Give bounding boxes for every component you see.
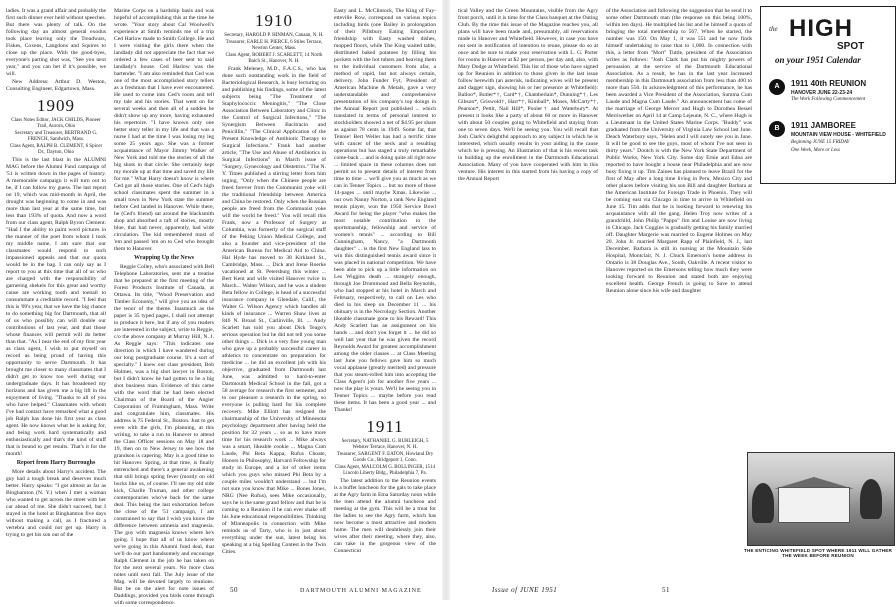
page-number-right: 51 (662, 586, 670, 594)
class-1911-secretary: Secretary, NATHANIEL G. BURLEIGH, 5 Webster Terrace, Hanover, N. H. (341, 439, 429, 450)
ad-spot: SPOT (837, 41, 865, 52)
page-number-left: 50 (230, 586, 238, 594)
event-a-dates: HANOVER JUNE 22-23-24 (791, 90, 853, 96)
class-1909-notes-editor: Class Notes Editor, JACK CHILDS, Pioneer Trail, Aurora, Ohio (11, 118, 101, 129)
page-gutter (442, 0, 450, 600)
col4-tail-text: The latest addition to the Reunion events is a buffet luncheon for the gals to take place at the Agry farm in Etna Saturday noon while the men attend the alumni luncheon and meeting at the gym. This will be a treat for the ladies to see the Agry farm, which has now become a most attractive and modern home. The men will doubtlessly join their wives after their meeting, where they, also, can take in the gorgeous view of the Connecticut (334, 478, 436, 554)
photo-tree-left (752, 483, 774, 523)
class-1911-treasurer: Treasurer, SARGENT F. EATON, Howland Dry Goods Co., Bridgeport 1, Conn. (336, 452, 434, 463)
right-col2-text: of the Association and following the suggestion that he send it to some other Dartmouth man (the response on this being 100%, within ten days). He multiplied his list and he himself a quota of bringing the total membership to 567. When he started, the number was 150. On May 1, it was 551 and he now finds himself undertaking to raise that to 1,000. In connection with this, a letter from "Mort" Tuttle, president of the Association writes as follows: "Josh Clark has put his mighty powers of persuasion at the service of the Dartmouth Educational Association. As a result, he has in the last year increased membership in this Dartmouth association from less than 400 to more than 550. In acknowledgment of this performance, he has been awarded a Vice President of the Association, Summa Cum Laude and Magna Cum Laude." An announcement has come of the marriage of George Mercer and Hugh to Dorothea Bessel Merriwether on April 14 at Camp Lejeune, N. C., where Hugh is a Lieutenant in the United States Marine Corps. "Buddy" was graduated from the University of Virginia Law School last June. Deach Waterbury says, "Helen and I will surely see you in June. It will be good to see the guys, most of whom I've not seen in thirty years." Doutch is with the New York State Department of Public Works, New York City. Some day Ernie and Edna are reported to have bought a house near Philadelphia and are now busy fixing it up. Tim Zaines has planned to leave Brazil for the first of May after a long time living in Peru, Mexico City and other places before visiting his son Bill and daughter Barbara at the American Institute for Foreign Trade in Phoenix. They will be coming east via Chicago in time to arrive in Whitefield on June 15. Tim adds that he is looking forward to renewing his acquaintance with all the gang. Helen Troy now writes of a grandchild, John Philip "Pappo" Jim and Louise are now living in Chicago. Jack Coggins is gradually getting his family married off. Daughter Margerie was married to Eugene Holmes on May 20. John Jr. married Margaret Rapp of Plainfield, N. J., last December. Barbara is still in nursing at the Mountain Side Hospital, Montclair, N. J. Chuck Emerson's home address in Ontario is 38 Douglas Ave., South, Oakville. A recent visitor to Hanover reported on the Emersons telling how much they were looking forward to Reunion and stated both are enjoying excellent health. George French is going to Save to attend Reunion alone since his wife and daughter (606, 8, 752, 294)
col2-tail-text: Reggie Colley, who's associated with Bell Telephone Laboratories, sent me a treatise that he prepared at the first meeting of the Forest Products Institute of Canada, at Ottawa. Its title, "Wood Preservation and Timber Economy," will give you an idea of the tenor of the theme. Inasmuch as the paper is 35 typed pages, I shall not attempt to produce it here, but if any of you readers are interested in the subject, write to Reggie, c/o the above company at Murray Hill, N. J. As Reggie says: "This indicates one direction in which I have wandered during our long postgraduate course. It's a sort of specialty." I knew our class president, Bob Holmes, was a big shot lawyer in Boston, but I didn't know he had gotten to be a big shot business man. Evidence of this came with the word that he had been elected Chairman of the Board of the Angier Corporation of Framingham, Mass. Write and congratulate him, classmates. His address is 75 Federal St., Boston. Just to get even with the girls, I'm planning, at this writing, to take a run to Hanover to attend the Class Officer sessions on May 18 and 19, then on to New Jersey to see how the grandson is capering. May is a good time to hit Hanover. Spring, at that time, is finally entrenched and there's a general awakening that still brings spring fever (mostly on old bucks like us, of course. I'll see my old side kick, Charlie Truman, and other college contemporaries who've back for the same deal. This being the last exhortation before the close of the '51 campaign, I am constrained to say that I wish you know the difference between amnesia and magnesia. The guy with magnesia knows where he's going. I hope that all of us know where we're going in this Alumni fund deal, that we'll do our part handsomely and encourage Ralph Clement in the job he has taken on for the next several years. No more class notes until next fall. The July issue of the Mag. will be devoted largely to reunions. But be on the alert for note issues of Daddings, provided you birds come through with some correspondence. (114, 264, 214, 606)
right-col1-text: tical Valley and the Green Mountains, visible from the Agry front porch, until it is time for the Class banquet at the Outing Club. By the time this issue of the Magazine reaches you, all plans will have been made and, presumably, all reservations made in Hanover and Whitefield. However, in case you have not sent in notification of intention to reune, please do so at once and be sure to make your reservation with L. G. Porter for rooms in Hanover at $2 per person, per day and, also, with Mary Dodge at Whitefield. This list of those who have signed up for Reunion in addition to those given in the last issue follow herewith (an asterisk, indicating wives will be present and dagger sign, showing his or her presence at Whitefield): Balloo*, Butler*†, Card*†, Chamberlain*, Dunning*†, Les Gibson*, Griswold†, Harr*†, Kimball*, Moses, McCarty*†, Pearson*, Pettit, Nail Hill*, Pooler† and Waterbury*. At present it looks like a party of about 60 or more in Hanover with about 50 couples going to Whitefield and staying from one to seven days. We'll be seeing you. You will recall that Josh Clark's delightful approach to any subject in which he is interested, which usually results in your aiding in the cause which he is pressing. An illustration of that is his recent task in building up the enrollment in the Dartmouth Educational Association. Many of you have cooperated with him in this venture. His interest in this started from his having a copy of the Annual Report (458, 8, 598, 182)
class-1910-agent: Class Agent, ROBERT J. SCARLETT, 14 North Balch St., Hanover, N. H. (225, 53, 323, 64)
class-1910-treasurer: Treasurer, EARLE H. PIERCE, 6 Stiles Terrace, Newton Center, Mass. (225, 40, 323, 51)
left-column-3 (222, 8, 326, 582)
event-b-place: MOUNTAIN VIEW HOUSE - WHITEFIELD (791, 132, 886, 138)
wrapping-heading: Wrapping Up the News (133, 255, 195, 261)
class-year-1911: 1911 (366, 417, 404, 436)
event-b-title: 1911 JAMBOREE (791, 121, 856, 130)
left-column-4 (334, 8, 436, 582)
ad-event-jamboree (769, 121, 893, 171)
class-1911-agent: Class Agent, MALCOLM G. BOLLINGER, 1514 Lincoln Liberty Bldg., Philadelphia 7, Pa. (334, 465, 436, 476)
col2-text: Marine Corps on a hardship basis and was hopeful of accomplishing this at the time he wrote. "Your story about Cal Woolwell's experience at Smith reminds me of a trip Ced Harlow made to Smith College. He and I were visiting the girls there when the landlady did not appreciate the fact that we ordered a few cases of beer sent to said landlady's house. Ced Harlow was the bartender. "I am also reminded that Ced was one of the most accomplished story tellers as a freshman that I have ever encountered. He used to come into Ced's room and tell my tale and his stories. That went on for several weeks and then all of a sudden he didn't show up any more, having exhausted his repertoire. "I have known only one better story teller in my life and that was a nurse I had at the time I was losing my leg some 25 years ago. She was a former acquaintance of Mayor Jimmy Walker of New York and told me the stories of all the big shots in that circle. She certainly kept my morale up at that time and saved my life for me." What Harry doesn't know is where Ced got all those stories. One of Ced's high school classmates spent the summer in a small town in New York state the summer before Ced landed in Hanover. While there, he (Ced's friend) sat around the blacksmith shop and absorbed a raft of stories, mostly blue, that had never, apparently, had wide circulation. The kid remembered most of 'em and passed 'em on to Ced who brought them to Hanover. (114, 8, 214, 252)
col1-tail-text: More details about Harry's accident. The guy had a tough break and deserves much better. Harry speaks: "I got almost as far as Binghamton (N. Y.) when I met a woman who wanted to get across the street with her car ahead of me. She didn't succeed, but I stayed in the hotel at Binghamton five days without making a call, as I fractured a vertebra and could not get up. Harry is trying to get his son out of the (6, 469, 106, 538)
event-a-title: 1911 40th REUNION (791, 79, 867, 88)
class-year-1909: 1909 (37, 96, 75, 115)
event-b-sub: One Week, More or Less (791, 148, 840, 153)
event-b-badge-icon: B (769, 121, 785, 137)
left-column-2 (114, 8, 214, 606)
class-1909-agent: Class Agent, RALPH B. CLEMENT, 6 Spicer Dr., Dayton, Ohio (9, 144, 103, 155)
ad-high: HIGH (789, 15, 853, 42)
event-b-dates: Beginning JUNE 15 FRIDAY (791, 140, 850, 145)
photo-caption: THE ENTICING WHITEFIELD SPOT WHERE 1911 WILL GATHER THE WEEK BEFORE REUNION (743, 548, 893, 558)
photo-building (778, 487, 850, 523)
class-1910-secretary: Secretary, HAROLD P. HINMAN, Canaan, N. H. (224, 33, 324, 38)
col3-text: Frank Meleney, M.D., F.A.C.S., who has done such outstanding work in the field of Bacteriological Research, is busy lecturing on and publishing his findings, some of the latest subjects being "The Treatment of Staphylococcic Meningitis," "The Close Association Between Laboratory and Clinic in the Control of Surgical Infections," "The Synergism Between Bacitracin and Penicillin," "The Clinical Application of the Present Knowledge of Antibiotic Therapy to Surgical Infections." Frank had another article, "The Use and Abuse of Antibiotics in Surgical Infections" in March issue of "Surgery, Gynecology and Obstetrics." The N. Y. Times published a stirring letter from him urging, "Only when the Chinese people are freed forever from the Communist yoke will the traditional friendship between America and China be restored. Only when the Russian people are freed from the Communist yoke will the world be freed." You will recall this Frank, now a Professor of Surgery at Columbia, was formerly of the surgical staff of the Peking Union Medical College, and also a founder and vice-president of the American Bureau for Medical Aid to China. Hal Hyde has moved to 38 Kirkland St., Cambridge, Mass. ... Dick and Irene Roerke vacationed at St. Petersburg this winter ... Bert Kent and wife visited Hanover twice in March... Walter Wilson, and he was a student Beta fellow in College, is head of a successful insurance company in Glendale, Calif., the Walter G. Wilson Agency which handles all kinds of insurance ... Warren Shaw lives at 846 N. Broad St., Carlinville, Ill. ... Andy Scarlett has told you about Dick Teago's serious operation but he did not tell you some other things ... Dick is a very fine young man who gave up a probably successful career in athletics to concentrate on preparation for medicine ... he did an excellent job with his objective, graduated from Dartmouth last June, was admitted to hard-to-enter Dartmouth Medical School in the fall, got a 58 average for research the first semester, and to our pleasure a research in the spring, so everyone is pulling hard for his complete recovery. Mike Elliott has resigned the chairmanship of the University of Minnesota psychology department after having held the position for 32 years ... so as to have more time for his research work ... Mike always was a smart, likeable cookie ... Magna Cum Laude, Phi Beta Kappa, Rufus Choate, Honors in Philosophy, Harvard Fellowship for study in Europe, and a lot of other items which you guys who missed Phi Beta by a couple miles wouldn't understand ... but I'm not sure you know that Mike ... Bones Jones, NRG (Nee Rufus), sees Mike occasionally, says he is the same grand fellow and that he is coming to a Reunion if he can ever shake off his June educational responsibilities. Thinking of Minneapolis in connection with Mike reminds us of Tarty, who is in just about everything under the sun, latest being his speaking at a big Spelling Contest in the Twin Cities. (222, 66, 326, 555)
right-column-1 (458, 8, 598, 582)
col1-top-text: ladies. It was a grand affair and probably the first such dinner ever held without speeches. But there was plenty of talk. On the following day an almost general exodus took place leaving only the Treadwars, Fiskes, Coxens, Langdons and Squires to close up the place. With the good-byes, everyone's parting shot was, "See you next year," and you can bet if it's possible, we will. (6, 8, 106, 77)
right-page (452, 0, 896, 600)
event-a-badge-icon: A (769, 79, 785, 95)
event-a-sub: The Work Following Commencement (791, 97, 866, 102)
left-page (0, 0, 440, 606)
whitefield-photo (747, 452, 895, 546)
col1-new-address: New Address: Arthur D. Weston, Consulting Engineer, Edgartown, Mass. (6, 79, 106, 92)
col4-text: Easty and L. McClintock, The King of Fay-etteville Row, correspond on various topics including birds (one Bailey in prolongation of their Pillsbury Eating Emporium) friendship with Easty washed dishes, mopped floors, while The King waited table, distributed baked potatoes by filling his pockets with the hot tubers and heaving them to the individual customers from afar, a method of rapid, but not always certain, delivery. John Funder Fyt, President of American Machine & Metals, gave a very understandable and comprehensive presentation of his company's top doings in the Annual Report just published ... which translated in terms of personal interest to stockholders showed a net of $4.95 per share as against 78 cents in 1949. Some fat, that Tennie! Bert Weller has had a terrific time with cancer of the neck and a resulting operations but has staged a truly remarkable come-back ... and is doing quite all right now ... limited space in these columns does not permit us to present details of interest from time to time ... we'll give you as much as we can in Tenner Topics ... but no more of those 14-pages ... until maybe Xmas. Likewise ... our own Nanny Norton, a rank New England tennis player, won the 1950 Service Bowl Award for being the player "who makes the most notable contribution to the sportsmanship, fellowship and service of women's tennis" ... according to Bill Cunningham, Nancy, "a Dartmouth daughter" ... is the first New England lass to win this distinguished tennis award since it was placed in national competition. We have been able to pick up a little information on Les Wiggins death ... strangely enough, through Joe Drummond and Bella Reynolds, who had stopped at his hotel in March and February, respectively, to call on Les who died in his sleep on December 11 ... his obituary is in the Necrology Section. Another likeable classmate gone to his Reward! This Andy Scarlett has an assignment on his hands ... and don't you forget it ... he did so well last year that he was given the record Reynolds Award for greatest accomplishment among the older classes ... at Class Meeting last June you fellows gave him so much vocal applause (greatly merited) and pressure that you steam-rolled him into accepting the Class Agent's job for another five years ... now the play is yours. We'll be seeing you in Tenner Topics ... maybe before you read these items. It has been a good year ... and Thanks! (334, 8, 436, 413)
class-year-1910: 1910 (255, 11, 293, 30)
left-column-1 (6, 8, 106, 582)
ad-on-calendar: on your 1951 Calendar (775, 55, 861, 65)
report-heading: Report from Harry Burroughs (16, 460, 96, 466)
magazine-footer-title: DARTMOUTH ALUMNI MAGAZINE (300, 588, 422, 594)
right-column-3 (760, 188, 894, 446)
col1-body-text: This is the last blast in the ALUMNI MAG before the Alumni Fund campaign of '51 is written down in the pages of history. A memorable campaign it will turn out to be, if I can follow my guess. The last report on 19, which was mid-month in April, the drought was beginning to come in and was more than last year at the same time, but less than 193% of quota. And now a word from our class agent, Ralph Byron Clement: "Had I the ability to paint word pictures in the manner of the poet from whom I took my middle name, I am sure that our classmates would respond to such impassioned appeals and that our quota would be in the bag. I can only say as I report to you at this time that all of us who are charged with the responsibility of garnering shekels for this great and worthy cause are working tooth and toenail to consummate a creditable record. "I feel that this is '09's year, that we have the big chance to do something big for Dartmouth, that all of us who possibly can will double our contributions of last year, and that those whose finances will permit will do better than that. "As I near the end of my first year as class agent, I wish to put myself on record as being proud of having this opportunity to serve Dartmouth. It has brought me closer to many classmates that I didn't get to know too well during our undergraduate days. It has broadened my horizons and has given me a big lift in the enjoyment of living. "Thanks to all of you who have helped." Classmates with whom I've had contact have remarked what a good job Ralph has done his first year as class agent. He now knows what he is asking for, and being work hard systematically and enthusiastically and that's the kind of stuff that is bound to get results. That's it for the month! (6, 157, 106, 457)
right-column-2 (606, 8, 752, 582)
calendar-advertisement (760, 6, 896, 184)
ad-the: the (769, 25, 778, 33)
ad-event-reunion (769, 79, 893, 119)
photo-tree-right (860, 479, 882, 519)
issue-footer: Issue of JUNE 1951 (492, 586, 558, 594)
class-1909-secretary: Secretary and Treasurer, BERTRAND G. FRENCH, Sandwich, Mass. (14, 131, 98, 142)
